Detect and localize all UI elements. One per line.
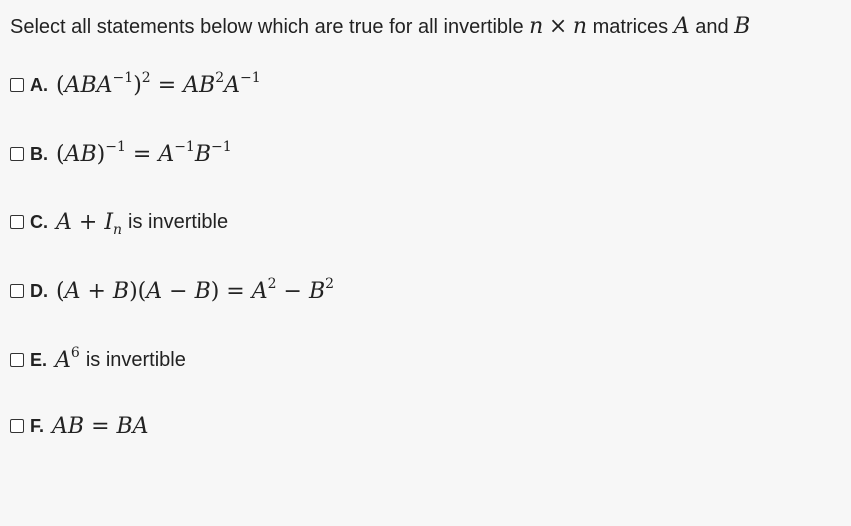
- option-c[interactable]: [10, 207, 228, 237]
- checkbox-a[interactable]: [10, 78, 24, 92]
- option-letter: B.: [30, 143, 48, 164]
- times-symbol: ×: [548, 14, 568, 39]
- option-e[interactable]: [10, 345, 186, 375]
- option-letter: F.: [30, 415, 45, 436]
- option-letter: D.: [30, 280, 48, 301]
- option-a[interactable]: [10, 70, 261, 100]
- option-expression: $(A + B)(A - B) = A^2 - B^2$: [56, 275, 335, 304]
- option-letter: C.: [30, 211, 48, 232]
- question-text: [10, 14, 750, 39]
- option-expression: $(ABA^{-1})^2 = AB^2A^{-1}$: [56, 69, 261, 98]
- option-f[interactable]: [10, 411, 149, 441]
- option-d[interactable]: [10, 276, 334, 306]
- question-and-word: and: [695, 16, 729, 38]
- option-expression: $(AB)^{-1} = A^{-1}B^{-1}$: [56, 138, 232, 167]
- checkbox-f[interactable]: [10, 419, 24, 433]
- option-expression: $A + I_n$: [56, 209, 123, 238]
- option-suffix: is invertible: [128, 210, 229, 233]
- option-suffix: is invertible: [85, 348, 186, 371]
- checkbox-b[interactable]: [10, 147, 24, 161]
- var-n: n: [529, 14, 544, 39]
- checkbox-e[interactable]: [10, 353, 24, 367]
- checkbox-c[interactable]: [10, 215, 24, 229]
- var-a: A: [673, 14, 690, 39]
- var-n: n: [572, 14, 588, 39]
- option-letter: E.: [30, 349, 48, 370]
- option-letter: A.: [30, 74, 48, 95]
- checkbox-d[interactable]: [10, 284, 24, 298]
- question-matrices-word: matrices: [592, 16, 669, 38]
- var-b: B: [734, 14, 751, 39]
- option-b[interactable]: [10, 139, 232, 169]
- option-expression: AB = BA: [52, 413, 149, 439]
- question-intro: Select all statements below which are true for all invertible: [10, 16, 524, 38]
- option-expression: $A^6$: [55, 344, 80, 373]
